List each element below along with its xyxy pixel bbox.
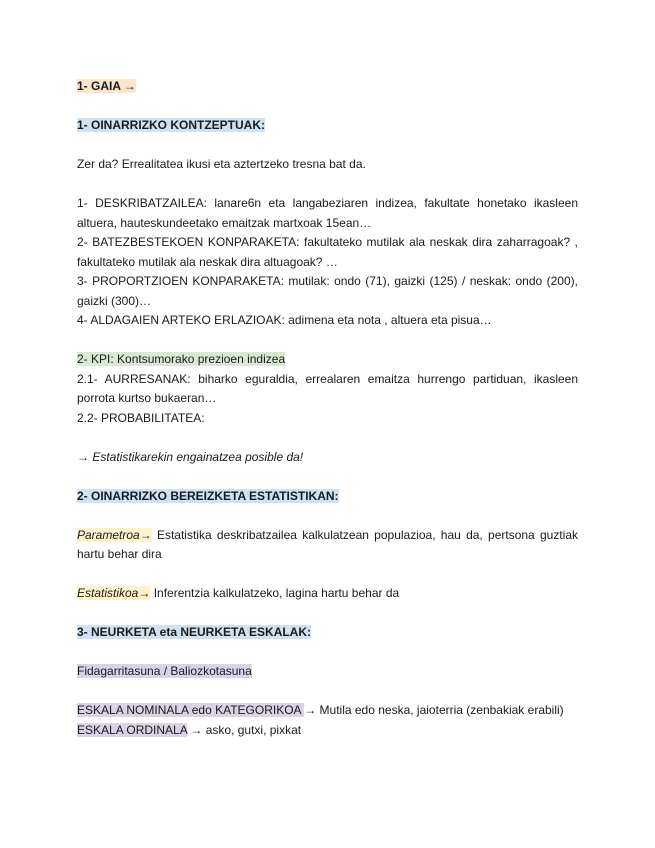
- definition-text: Zer da? Errealitatea ikusi eta aztertzeko tresna bat da.: [77, 157, 366, 171]
- list-item-descriptive: 1- DESKRIBATZAILEA: lanare6n eta langabeziaren indizea, fakultate honetako ikasleen altuera, hauteskundeetako emaitzak martxoak 15ean…: [77, 196, 578, 230]
- warning-note: → Estatistikarekin engainatzea posible da!: [77, 449, 304, 464]
- statistic-term: Estatistikoa→: [77, 586, 151, 600]
- reliability-label: Fidagarritasuna / Baliozkotasuna: [77, 664, 252, 678]
- section-1-subheading: 1- OINARRIZKO KONTZEPTUAK:: [77, 118, 265, 132]
- probability-text: 2.2- PROBABILITATEA:: [77, 410, 205, 425]
- section-1-heading: 1- GAIA →: [77, 79, 136, 93]
- document-body: [77, 77, 578, 740]
- ordinal-scale-term: ESKALA ORDINALA: [77, 722, 188, 737]
- statistic-definition: Estatistikoa→ Inferentzia kalkulatzeko, lagina hartu behar da: [77, 586, 400, 600]
- section-2-heading: 2- OINARRIZKO BEREIZKETA ESTATISTIKAN:: [77, 488, 339, 503]
- forecast-text: 2.1- AURRESANAK: biharko eguraldia, errealaren emaitza hurrengo partiduan, ikasleen porrota kurtso bukaeran…: [77, 371, 578, 405]
- nominal-scale-term: ESKALA NOMINALA edo KATEGORIKOA: [77, 703, 305, 717]
- parameter-term: Parametroa→: [77, 527, 152, 542]
- list-item-proportions: 3- PROPORTZIOEN KONPARAKETA: mutilak: ondo (71), gaizki (125) / neskak: ondo (200), gaizki (300)…: [77, 274, 578, 308]
- nominal-scale: ESKALA NOMINALA edo KATEGORIKOA → Mutila edo neska, jaioterria (zenbakiak erabili): [77, 703, 564, 717]
- list-item-relations: 4- ALDAGAIEN ARTEKO ERLAZIOAK: adimena eta nota , altuera eta pisua…: [77, 313, 492, 327]
- section-3-heading: 3- NEURKETA eta NEURKETA ESKALAK:: [77, 625, 312, 639]
- ordinal-scale: ESKALA ORDINALA → asko, gutxi, pixkat: [77, 722, 302, 737]
- list-item-means-comparison: 2- BATEZBESTEKOEN KONPARAKETA: fakultateko mutilak ala neskak dira zaharragoak? , fakultateko mutilak ala neskak dira altuagoak? …: [77, 235, 578, 269]
- kpi-heading: 2- KPI: Kontsumorako prezioen indizea: [77, 352, 286, 366]
- parameter-definition: Parametroa→ Estatistika deskribatzailea kalkulatzean populazioa, hau da, pertsona guztiak hartu behar dira: [77, 527, 578, 561]
